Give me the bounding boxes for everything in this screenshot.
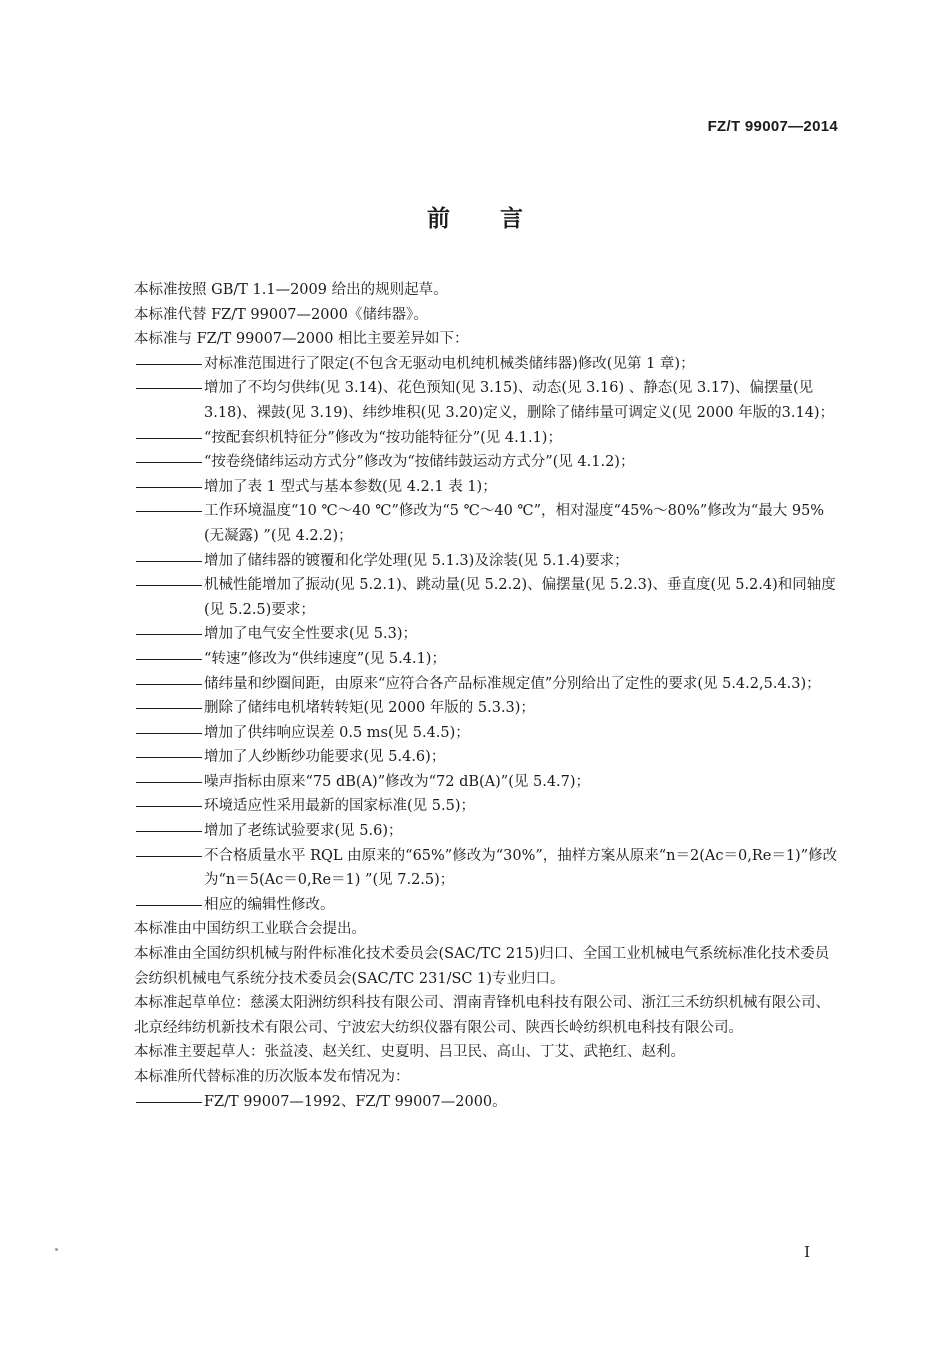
paragraph: 本标准代替 FZ/T 99007—2000《储纬器》。 xyxy=(134,306,428,323)
change-item: 环境适应性采用最新的国家标准(见 5.5)； xyxy=(204,798,475,815)
change-item: 增加了表 1 型式与基本参数(见 4.2.1 表 1)； xyxy=(204,478,497,495)
paragraph: 本标准所代替标准的历次版本发布情况为： xyxy=(134,1069,410,1085)
change-item: 增加了老练试验要求(见 5.6)； xyxy=(204,823,403,840)
change-item: 工作环境温度“10 ℃～40 ℃”修改为“5 ℃～40 ℃”，相对湿度“45%～80%”修改为“最大 95%(无凝露) ”(见 4.2.2)； xyxy=(204,503,825,544)
standard-code: FZ/T 99007—2014 xyxy=(707,118,838,135)
scan-speck xyxy=(55,1248,58,1251)
paragraph: 本标准按照 GB/T 1.1—2009 给出的规则起草。 xyxy=(134,282,448,298)
page-title: 前言 xyxy=(427,206,573,232)
change-item: 储纬量和纱圈间距，由原来“应符合各产品标准规定值”分别给出了定性的要求(见 5.4.2,5.4.3)； xyxy=(204,675,821,692)
change-item: “转速”修改为“供纬速度”(见 5.4.1)； xyxy=(204,650,446,667)
change-item: 增加了储纬器的镀覆和化学处理(见 5.1.3)及涂装(见 5.1.4)要求； xyxy=(204,552,629,569)
change-item: 噪声指标由原来“75 dB(A)”修改为“72 dB(A)”(见 5.4.7)； xyxy=(204,773,591,790)
foreword-body xyxy=(134,278,838,1114)
paragraph: 本标准与 FZ/T 99007—2000 相比主要差异如下： xyxy=(134,331,469,348)
change-item: 不合格质量水平 RQL 由原来的“65%”修改为“30%”，抽样方案从原来“n＝2(Ac＝0,Re＝1)”修改为“n＝5(Ac＝0,Re＝1) ”(见 7.2.5)； xyxy=(204,847,838,889)
paragraph: 本标准由全国纺织机械与附件标准化技术委员会(SAC/TC 215)归口、全国工业机械电气系统标准化技术委员会纺织机械电气系统分技术委员会(SAC/TC 231/SC 1)专业归口。 xyxy=(134,946,830,987)
change-item: “按配套织机特征分”修改为“按功能特征分”(见 4.1.1)； xyxy=(204,429,562,446)
history-item: FZ/T 99007—1992、FZ/T 99007—2000。 xyxy=(204,1093,507,1110)
change-item: 对标准范围进行了限定(不包含无驱动电机纯机械类储纬器)修改(见第 1 章)； xyxy=(204,355,695,372)
change-item: 增加了人纱断纱功能要求(见 5.4.6)； xyxy=(204,749,446,766)
change-item: 删除了储纬电机堵转转矩(见 2000 年版的 5.3.3)； xyxy=(204,700,535,717)
paragraph: 本标准主要起草人：张益凌、赵关红、史夏明、吕卫民、高山、丁艾、武艳红、赵利。 xyxy=(134,1044,685,1061)
change-item: 机械性能增加了振动(见 5.2.1)、跳动量(见 5.2.2)、偏摆量(见 5.2.3)、垂直度(见 5.2.4)和同轴度(见 5.2.5)要求； xyxy=(204,577,836,618)
change-item: 增加了电气安全性要求(见 5.3)； xyxy=(204,626,417,643)
change-item: 增加了不均匀供纬(见 3.14)、花色预知(见 3.15)、动态(见 3.16) 、静态(见 3.17)、偏摆量(见 3.18)、裸鼓(见 3.19)、纬纱堆积(见 3.20)定义，删除了储纬量可调定义(见 2000 年版的3.14)； xyxy=(204,380,835,421)
paragraph: 本标准由中国纺织工业联合会提出。 xyxy=(134,921,366,938)
paragraph: 本标准起草单位：慈溪太阳洲纺织科技有限公司、渭南青锋机电科技有限公司、浙江三禾纺织机械有限公司、北京经纬纺机新技术有限公司、宁波宏大纺织仪器有限公司、陕西长岭纺织机电科技有限公司。 xyxy=(134,995,830,1036)
change-item: 增加了供纬响应误差 0.5 ms(见 5.4.5)； xyxy=(204,724,470,741)
page-number: I xyxy=(804,1243,810,1261)
change-item: “按卷绕储纬运动方式分”修改为“按储纬鼓运动方式分”(见 4.1.2)； xyxy=(204,454,635,471)
change-item: 相应的编辑性修改。 xyxy=(204,896,335,913)
